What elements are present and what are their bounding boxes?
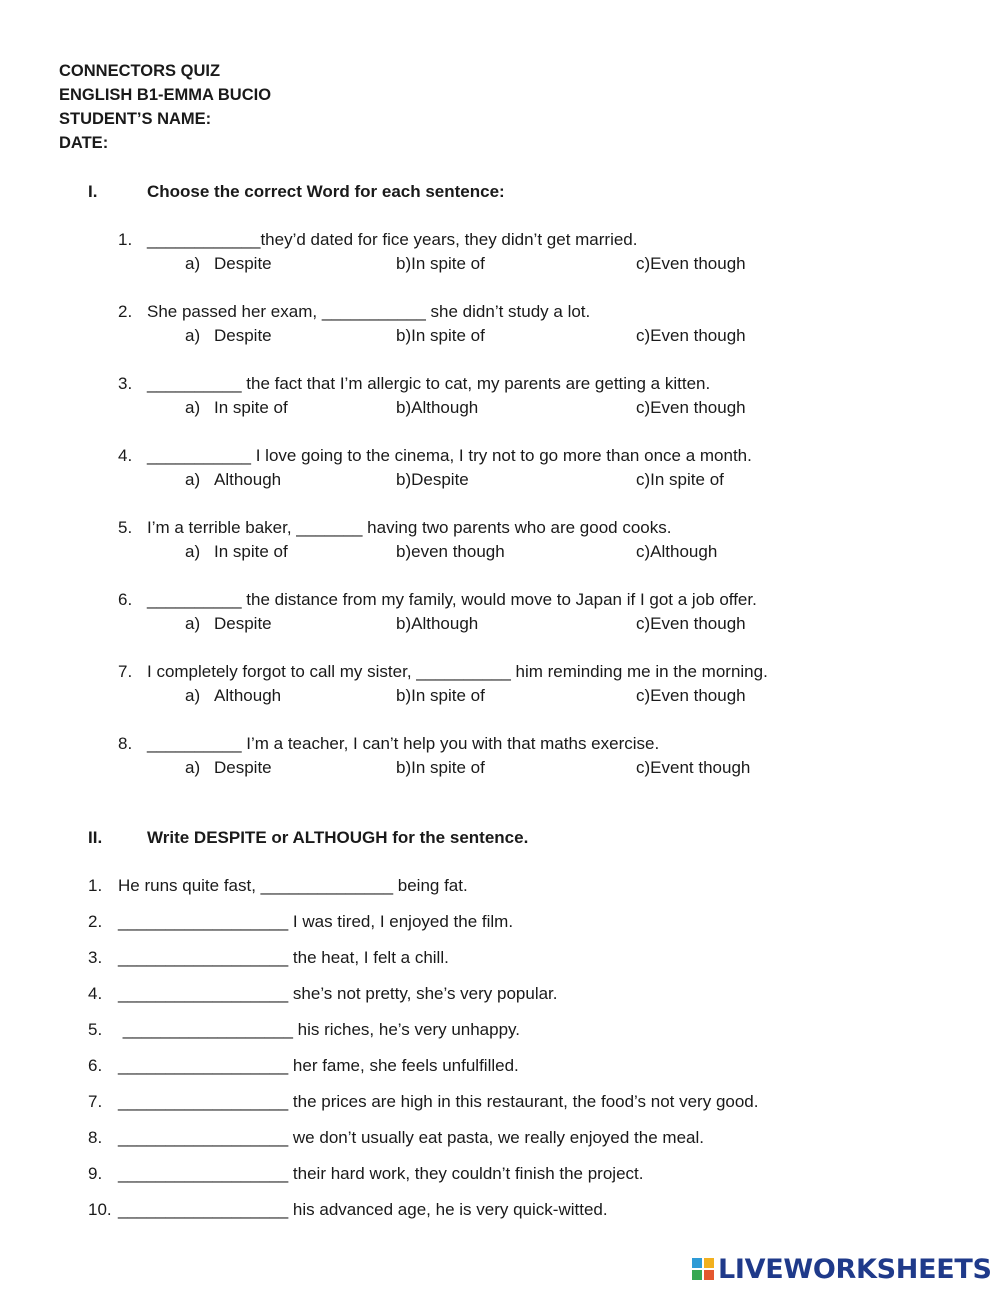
option-a[interactable]: Despite bbox=[214, 254, 272, 273]
course-name: ENGLISH B1-EMMA BUCIO bbox=[59, 86, 272, 104]
logo-text: LIVEWORKSHEETS bbox=[718, 1253, 992, 1285]
question-text: ____________they’d dated for fice years, they didn’t get married. bbox=[147, 230, 638, 249]
question-number: 3. bbox=[118, 374, 133, 393]
question-text: I completely forgot to call my sister, __________ him reminding me in the morning. bbox=[147, 662, 768, 681]
section-1-number: I. bbox=[88, 182, 98, 201]
option-a-label: a) bbox=[185, 326, 201, 345]
option-c[interactable]: c)Even though bbox=[636, 326, 746, 345]
option-b[interactable]: b)Although bbox=[396, 398, 479, 417]
option-a[interactable]: Although bbox=[214, 686, 282, 705]
exercise-number: 1. bbox=[88, 876, 103, 895]
exercise-number: 4. bbox=[88, 984, 103, 1003]
question-number: 6. bbox=[118, 590, 133, 609]
question-text: She passed her exam, ___________ she didn’t study a lot. bbox=[147, 302, 591, 321]
option-c[interactable]: c)In spite of bbox=[636, 470, 724, 489]
exercise-sentence[interactable]: __________________ the prices are high in this restaurant, the food’s not very good. bbox=[118, 1092, 759, 1111]
question-number: 1. bbox=[118, 230, 133, 249]
section-1-title: Choose the correct Word for each sentence: bbox=[147, 182, 505, 201]
exercise-number: 2. bbox=[88, 912, 103, 931]
option-a-label: a) bbox=[185, 398, 201, 417]
exercise-sentence[interactable]: __________________ the heat, I felt a chill. bbox=[118, 948, 449, 967]
question-number: 8. bbox=[118, 734, 133, 753]
section-2-number: II. bbox=[88, 828, 103, 847]
option-b[interactable]: b)In spite of bbox=[396, 326, 485, 345]
exercise-sentence[interactable]: __________________ his riches, he’s very unhappy. bbox=[118, 1020, 521, 1039]
question-number: 4. bbox=[118, 446, 133, 465]
logo-square bbox=[692, 1270, 702, 1280]
exercise-number: 3. bbox=[88, 948, 103, 967]
option-a-label: a) bbox=[185, 686, 201, 705]
logo-square bbox=[704, 1258, 714, 1268]
exercise-number: 10. bbox=[88, 1200, 112, 1219]
exercise-sentence[interactable]: __________________ she’s not pretty, she’s very popular. bbox=[118, 984, 558, 1003]
question-text: __________ the fact that I’m allergic to cat, my parents are getting a kitten. bbox=[147, 374, 711, 393]
option-a-label: a) bbox=[185, 470, 201, 489]
logo-square bbox=[692, 1258, 702, 1268]
question-text: ___________ I love going to the cinema, I try not to go more than once a month. bbox=[147, 446, 752, 465]
option-a[interactable]: Despite bbox=[214, 614, 272, 633]
student-name-label: STUDENT’S NAME: bbox=[59, 110, 212, 128]
option-a[interactable]: Despite bbox=[214, 758, 272, 777]
exercise-number: 7. bbox=[88, 1092, 103, 1111]
option-c[interactable]: c)Event though bbox=[636, 758, 751, 777]
option-a[interactable]: In spite of bbox=[214, 398, 288, 417]
option-b[interactable]: b)even though bbox=[396, 542, 505, 561]
option-c[interactable]: c)Even though bbox=[636, 686, 746, 705]
question-text: I’m a terrible baker, _______ having two parents who are good cooks. bbox=[147, 518, 672, 537]
option-b[interactable]: b)In spite of bbox=[396, 758, 485, 777]
section-2-title: Write DESPITE or ALTHOUGH for the sentence. bbox=[147, 828, 529, 847]
option-a-label: a) bbox=[185, 758, 201, 777]
exercise-number: 8. bbox=[88, 1128, 103, 1147]
exercise-sentence[interactable]: __________________ her fame, she feels unfulfilled. bbox=[118, 1056, 519, 1075]
option-c[interactable]: c)Even though bbox=[636, 614, 746, 633]
exercise-number: 9. bbox=[88, 1164, 103, 1183]
option-c[interactable]: c)Even though bbox=[636, 398, 746, 417]
exercise-sentence[interactable]: __________________ we don’t usually eat pasta, we really enjoyed the meal. bbox=[118, 1128, 704, 1147]
option-a[interactable]: Despite bbox=[214, 326, 272, 345]
question-number: 2. bbox=[118, 302, 133, 321]
option-b[interactable]: b)In spite of bbox=[396, 254, 485, 273]
question-number: 7. bbox=[118, 662, 133, 681]
date-label: DATE: bbox=[59, 134, 109, 152]
question-text: __________ the distance from my family, would move to Japan if I got a job offer. bbox=[147, 590, 757, 609]
option-c[interactable]: c)Although bbox=[636, 542, 718, 561]
exercise-number: 6. bbox=[88, 1056, 103, 1075]
option-b[interactable]: b)Although bbox=[396, 614, 479, 633]
option-b[interactable]: b)Despite bbox=[396, 470, 469, 489]
question-text: __________ I’m a teacher, I can’t help you with that maths exercise. bbox=[147, 734, 660, 753]
option-b[interactable]: b)In spite of bbox=[396, 686, 485, 705]
option-a[interactable]: Although bbox=[214, 470, 282, 489]
exercise-sentence[interactable]: __________________ their hard work, they couldn’t finish the project. bbox=[118, 1164, 644, 1183]
logo-square bbox=[704, 1270, 714, 1280]
option-a-label: a) bbox=[185, 254, 201, 273]
option-a-label: a) bbox=[185, 542, 201, 561]
option-a[interactable]: In spite of bbox=[214, 542, 288, 561]
liveworksheets-logo bbox=[692, 1254, 992, 1284]
exercise-sentence[interactable]: __________________ his advanced age, he is very quick-witted. bbox=[118, 1200, 608, 1219]
option-c[interactable]: c)Even though bbox=[636, 254, 746, 273]
logo-mark-icon bbox=[692, 1258, 714, 1280]
question-number: 5. bbox=[118, 518, 133, 537]
quiz-title: CONNECTORS QUIZ bbox=[59, 62, 221, 80]
exercise-number: 5. bbox=[88, 1020, 103, 1039]
option-a-label: a) bbox=[185, 614, 201, 633]
exercise-sentence[interactable]: He runs quite fast, ______________ being fat. bbox=[118, 876, 468, 895]
exercise-sentence[interactable]: __________________ I was tired, I enjoyed the film. bbox=[118, 912, 514, 931]
